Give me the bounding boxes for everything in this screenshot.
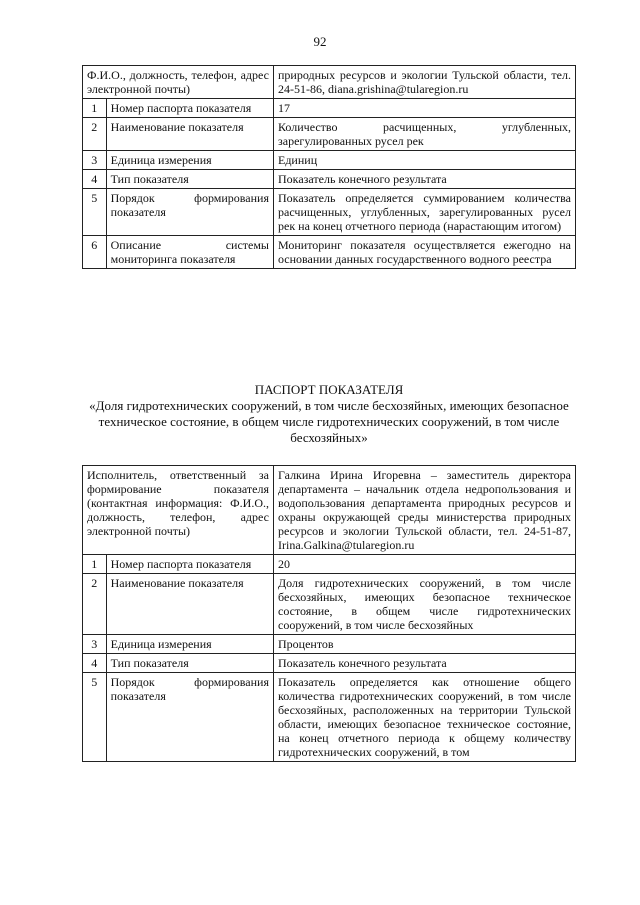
header-value-cell: природных ресурсов и экологии Тульской области, тел. 24-51-86, diana.grishina@tularegion.ru <box>274 66 576 99</box>
row-number: 1 <box>83 99 107 118</box>
table-header-row <box>83 66 576 99</box>
row-label: Порядок формирования показателя <box>106 189 273 236</box>
row-value: Показатель определяется суммированием количества расчищенных, углубленных, зарегулированных русел рек на конец отчетного периода (нарастающим итогом) <box>274 189 576 236</box>
row-label: Наименование показателя <box>106 574 273 635</box>
passport-title: ПАСПОРТ ПОКАЗАТЕЛЯ <box>254 382 404 397</box>
passport-subtitle: «Доля гидротехнических сооружений, в том числе бесхозяйных, имеющих безопасное техническое состояние, в общем числе гидротехнических сооружений, в том числе бесхозяйных» <box>89 398 569 445</box>
table-row <box>83 654 576 673</box>
table-row <box>83 99 576 118</box>
row-label: Единица измерения <box>106 151 273 170</box>
page-number: 92 <box>313 34 327 49</box>
table-row <box>83 673 576 762</box>
row-number: 2 <box>83 118 107 151</box>
table-row <box>83 118 576 151</box>
row-number: 5 <box>83 189 107 236</box>
row-label: Единица измерения <box>106 635 273 654</box>
row-value: Показатель конечного результата <box>274 170 576 189</box>
row-value: Показатель конечного результата <box>274 654 576 673</box>
passport-heading <box>82 382 576 446</box>
row-value: Показатель определяется как отношение общего количества гидротехнических сооружений, в том числе бесхозяйных, расположенных на территории Тульской области, имеющих безопасное техническое состояние, на конец отчетного периода к общему количеству гидротехнических сооружений, в том <box>274 673 576 762</box>
row-label: Описание системы мониторинга показателя <box>106 236 273 269</box>
table-header-row <box>83 466 576 555</box>
row-number: 5 <box>83 673 107 762</box>
table-row <box>83 170 576 189</box>
row-number: 4 <box>83 170 107 189</box>
row-number: 2 <box>83 574 107 635</box>
indicator-passport-table-20 <box>82 465 576 762</box>
table-row <box>83 635 576 654</box>
row-label: Тип показателя <box>106 170 273 189</box>
row-number: 6 <box>83 236 107 269</box>
row-value: Количество расчищенных, углубленных, зарегулированных русел рек <box>274 118 576 151</box>
table-row <box>83 574 576 635</box>
table-row <box>83 189 576 236</box>
row-value: Единиц <box>274 151 576 170</box>
row-number: 4 <box>83 654 107 673</box>
row-value: 17 <box>274 99 576 118</box>
row-label: Тип показателя <box>106 654 273 673</box>
table-row <box>83 236 576 269</box>
row-number: 3 <box>83 151 107 170</box>
row-label: Номер паспорта показателя <box>106 555 273 574</box>
header-label-cell: Ф.И.О., должность, телефон, адрес электронной почты) <box>83 66 274 99</box>
row-number: 1 <box>83 555 107 574</box>
row-label: Порядок формирования показателя <box>106 673 273 762</box>
indicator-passport-table-17 <box>82 65 576 269</box>
header-value-cell: Галкина Ирина Игоревна – заместитель директора департамента – начальник отдела недропользования и водопользования департамента природных ресурсов и охраны окружающей среды министерства природных ресурсов и экологии Тульской области, тел. 24-51-87, Irina.Galkina@tularegion.ru <box>274 466 576 555</box>
table-row <box>83 151 576 170</box>
row-value: Доля гидротехнических сооружений, в том числе бесхозяйных, имеющих безопасное техническое состояние, в общем числе гидротехнических сооружений, в том числе бесхозяйных <box>274 574 576 635</box>
row-number: 3 <box>83 635 107 654</box>
row-label: Номер паспорта показателя <box>106 99 273 118</box>
row-value: Процентов <box>274 635 576 654</box>
row-label: Наименование показателя <box>106 118 273 151</box>
row-value: Мониторинг показателя осуществляется ежегодно на основании данных государственного водного реестра <box>274 236 576 269</box>
row-value: 20 <box>274 555 576 574</box>
header-label-cell: Исполнитель, ответственный за формирование показателя (контактная информация: Ф.И.О., должность, телефон, адрес электронной почты) <box>83 466 274 555</box>
table-row <box>83 555 576 574</box>
